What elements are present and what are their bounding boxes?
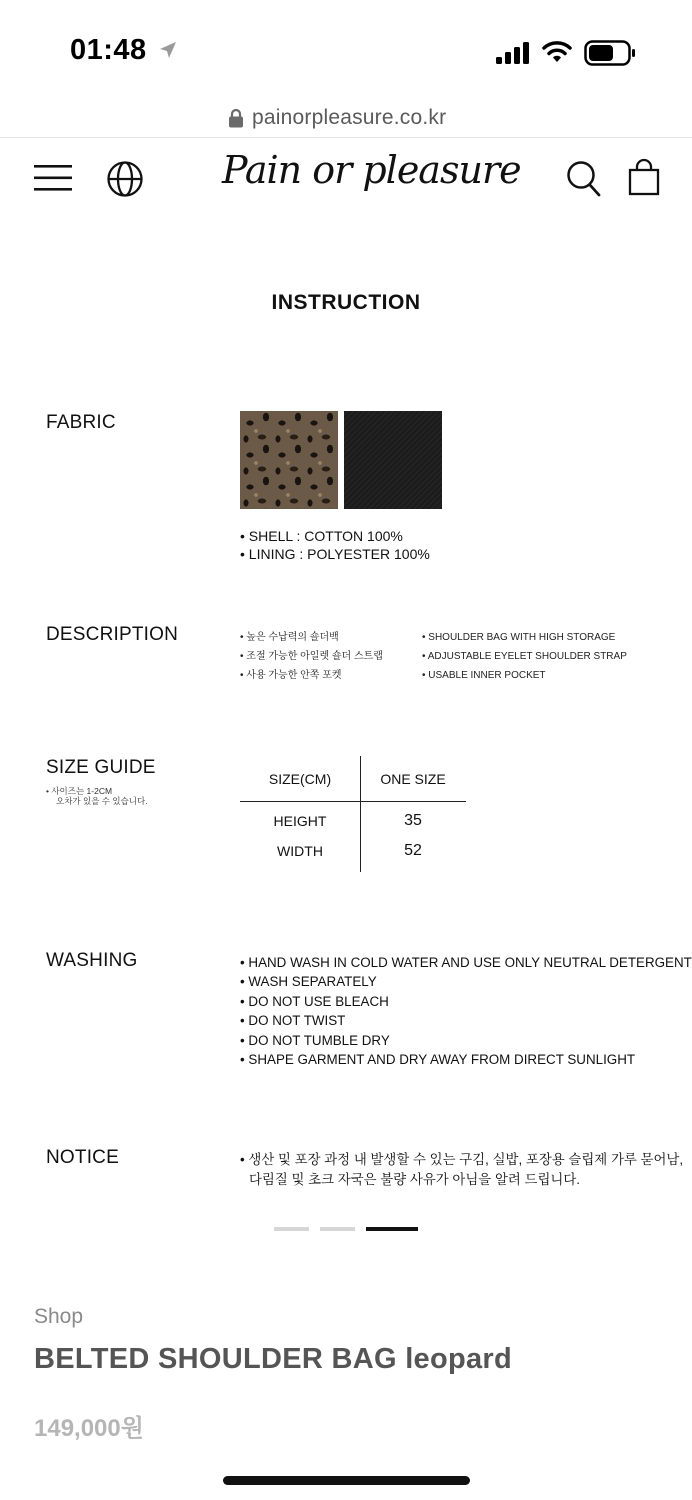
fabric-label: FABRIC (46, 412, 116, 433)
size-guide-note-1: • 사이즈는 1-2CM (46, 786, 113, 796)
washing-item: • HAND WASH IN COLD WATER AND USE ONLY NEUTRAL DETERGENT (240, 955, 692, 970)
notice-line-2: 다림질 및 초크 자국은 불량 사유가 아님을 알려 드립니다. (249, 1172, 580, 1187)
description-item: • 높은 수납력의 숄더백 (240, 632, 339, 643)
description-item: • SHOULDER BAG WITH HIGH STORAGE (422, 632, 616, 643)
pager-dot-1[interactable] (274, 1227, 309, 1231)
washing-item: • DO NOT TUMBLE DRY (240, 1032, 390, 1048)
home-indicator[interactable] (223, 1476, 470, 1485)
product-price: 149,000원 (34, 1415, 144, 1442)
carousel-pager (274, 1227, 429, 1231)
description-korean-list (240, 628, 383, 685)
size-row-height-value: 35 (404, 812, 422, 829)
fabric-shell: • SHELL : COTTON 100% (240, 528, 403, 544)
description-item: • USABLE INNER POCKET (422, 670, 546, 681)
fabric-swatch-leopard (240, 411, 338, 509)
description-label: DESCRIPTION (46, 624, 179, 645)
notice-label: NOTICE (46, 1147, 119, 1168)
size-header-cm: SIZE(CM) (268, 771, 332, 787)
pager-dot-2[interactable] (320, 1227, 355, 1231)
size-table (240, 756, 466, 872)
washing-item: • SHAPE GARMENT AND DRY AWAY FROM DIRECT SUNLIGHT (240, 1052, 636, 1068)
description-item: • 조절 가능한 아일렛 숄더 스트랩 (240, 651, 383, 662)
wifi-icon (542, 40, 572, 64)
brand-logo[interactable]: Pain or pleasure (222, 148, 521, 192)
instruction-title: INSTRUCTION (271, 291, 421, 314)
fabric-list (240, 527, 430, 563)
cellular-signal-icon (496, 42, 532, 64)
lock-icon (228, 108, 244, 128)
size-header-onesize: ONE SIZE (380, 771, 446, 787)
description-item: • 사용 가능한 안쪽 포켓 (240, 670, 342, 681)
fabric-swatch-black (344, 411, 442, 509)
size-row-width-name: WIDTH (277, 843, 323, 859)
site-header (0, 138, 692, 222)
size-guide-note-2: 오차가 있을 수 있습니다. (56, 796, 148, 806)
url-text[interactable]: painorpleasure.co.kr (252, 106, 447, 129)
location-arrow-icon (158, 40, 178, 60)
size-row-height-name: HEIGHT (273, 813, 327, 829)
notice-line-1: • 생산 및 포장 과정 내 발생할 수 있는 구김, 실밥, 포장용 슬립제 가루 묻어남, (240, 1152, 684, 1167)
menu-icon[interactable] (34, 164, 72, 192)
notice-text (240, 1150, 683, 1190)
size-row-width-value: 52 (404, 842, 422, 859)
table-divider-horizontal (240, 801, 466, 802)
product-title: BELTED SHOULDER BAG leopard (34, 1343, 513, 1375)
address-bar[interactable] (0, 100, 692, 138)
washing-label: WASHING (46, 950, 138, 971)
washing-item: • WASH SEPARATELY (240, 974, 377, 990)
shopping-bag-icon[interactable] (628, 158, 660, 196)
breadcrumb-shop[interactable]: Shop (34, 1305, 84, 1328)
pager-dot-3-active[interactable] (366, 1227, 418, 1231)
description-item: • ADJUSTABLE EYELET SHOULDER STRAP (422, 651, 627, 662)
washing-item: • DO NOT TWIST (240, 1013, 346, 1029)
globe-icon[interactable] (106, 160, 144, 198)
status-bar (0, 0, 692, 100)
size-guide-label: SIZE GUIDE (46, 757, 156, 778)
washing-list (240, 953, 692, 1069)
fabric-lining: • LINING : POLYESTER 100% (240, 546, 430, 562)
search-icon[interactable] (566, 160, 602, 198)
description-english-list (422, 628, 627, 685)
washing-item: • DO NOT USE BLEACH (240, 993, 389, 1009)
battery-icon (584, 40, 636, 66)
status-time: 01:48 (70, 34, 147, 66)
